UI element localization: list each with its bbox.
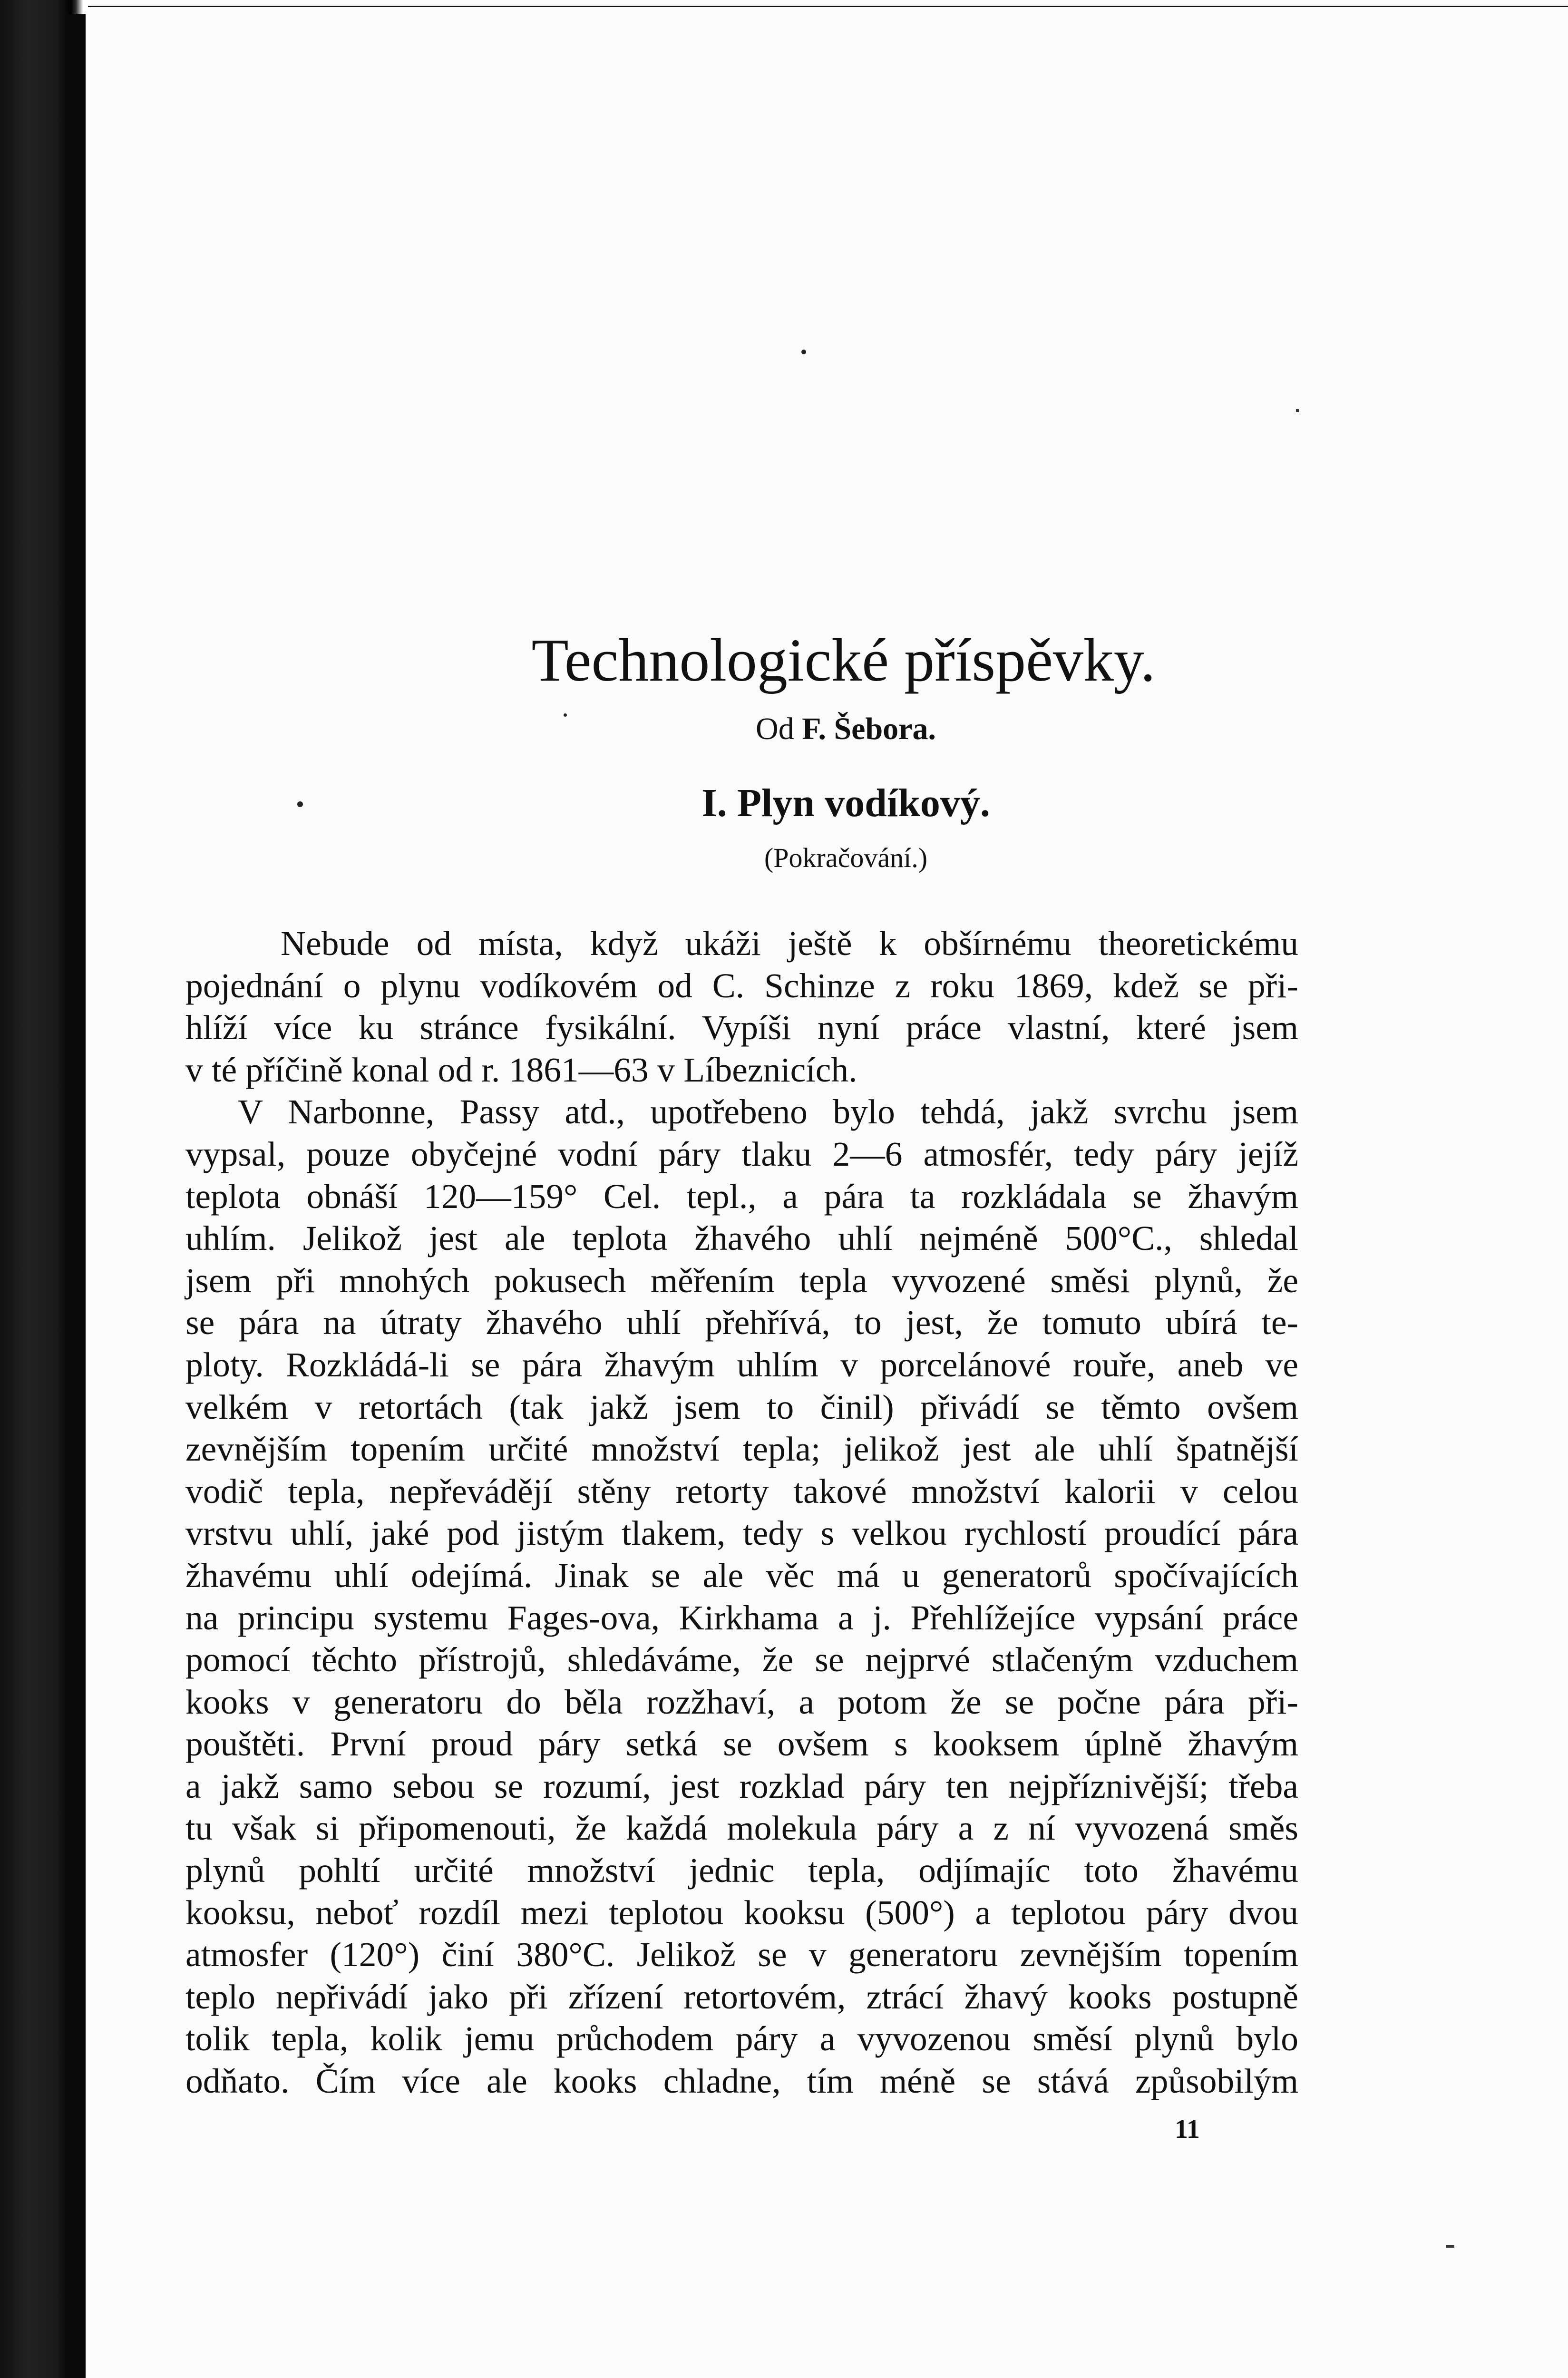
text-line: hlíží více ku stránce fysikální. Vypíši nyní práce vlastní, které jsem: [185, 1008, 1298, 1047]
stray-dot-mark: [801, 350, 806, 354]
text-line: V Narbonne, Passy atd., upotřebeno bylo tehdá, jakž svrchu jsem: [238, 1092, 1298, 1131]
printer-signature-mark: 11: [1175, 2115, 1200, 2144]
text-line: odňato. Čím více ale kooks chladne, tím méně se stává způsobilým: [185, 2062, 1298, 2101]
text-line: tu však si připomenouti, že každá molekula páry a z ní vyvozená směs: [185, 1809, 1298, 1848]
text-line: vodič tepla, nepřevádějí stěny retorty takové množství kalorii v celou: [185, 1472, 1298, 1511]
text-line: velkém v retortách (tak jakž jsem to činil) přivádí se těmto ovšem: [185, 1387, 1298, 1426]
text-line: pomocí těchto přístrojů, shledáváme, že se nejprvé stlačeným vzduchem: [185, 1640, 1298, 1679]
text-line: zevnějším topením určité množství tepla; jelikož jest ale uhlí špatnější: [185, 1430, 1298, 1469]
text-line: na principu systemu Fages-ova, Kirkhama a j. Přehlížejíce vypsání práce: [185, 1598, 1298, 1637]
text-line: žhavému uhlí odejímá. Jinak se ale věc má u generatorů spočívajících: [185, 1556, 1298, 1595]
scan-speck: [1296, 409, 1299, 412]
text-line: a jakž samo sebou se rozumí, jest rozklad páry ten nejpříznivější; třeba: [185, 1766, 1298, 1805]
byline-prefix: Od: [756, 711, 794, 746]
text-line: tolik tepla, kolik jemu průchodem páry a vyvozenou směsí plynů bylo: [185, 2019, 1298, 2058]
text-line: uhlím. Jelikož jest ale teplota žhavého uhlí nejméně 500°C., shledal: [185, 1219, 1298, 1258]
article-byline: [0, 711, 1568, 747]
text-line: teplo nepřivádí jako při zřízení retortovém, ztrácí žhavý kooks postupně: [185, 1977, 1298, 2016]
book-spine-edge: [67, 14, 86, 2378]
text-line: teplota obnáší 120—159° Cel. tepl., a pára ta rozkládala se žhavým: [185, 1177, 1298, 1216]
text-line: atmosfer (120°) činí 380°C. Jelikož se v generatoru zevnějším topením: [185, 1935, 1298, 1974]
text-line: pojednání o plynu vodíkovém od C. Schinze z roku 1869, kdež se při-: [185, 966, 1298, 1005]
text-line: v té příčině konal od r. 1861—63 v Líbeznicích.: [185, 1050, 857, 1089]
section-heading: I. Plyn vodíkový.: [701, 781, 990, 825]
text-line: pouštěti. První proud páry setká se ovšem s kooksem úplně žhavým: [185, 1725, 1298, 1764]
text-line: kooksu, neboť rozdíl mezi teplotou kooksu (500°) a teplotou páry dvou: [185, 1893, 1298, 1932]
text-line: vrstvu uhlí, jaké pod jistým tlakem, tedy s velkou rychlostí proudící pára: [185, 1514, 1298, 1553]
text-line: plynů pohltí určité množství jednic tepla, odjímajíc toto žhavému: [185, 1851, 1298, 1890]
continued-note: (Pokračování.): [764, 842, 928, 873]
text-line: ploty. Rozkládá-li se pára žhavým uhlím v porcelánové rouře, aneb ve: [185, 1345, 1298, 1384]
body-text: [185, 923, 1298, 2103]
text-line: Nebude od místa, když ukáži ještě k obšírnému theoretickému: [281, 924, 1298, 963]
stray-dot-mark: [564, 713, 567, 717]
article-title: Technologické příspěvky.: [531, 626, 1156, 694]
text-line: jsem při mnohých pokusech měřením tepla vyvozené směsi plynů, že: [185, 1261, 1298, 1300]
text-line: se pára na útraty žhavého uhlí přehřívá, to jest, že tomuto ubírá te-: [185, 1303, 1298, 1342]
byline-author: F. Šebora.: [802, 711, 936, 746]
scan-speck: [1446, 2245, 1454, 2248]
text-line: kooks v generatoru do běla rozžhaví, a potom že se počne pára při-: [185, 1682, 1298, 1721]
text-line: vypsal, pouze obyčejné vodní páry tlaku 2—6 atmosfér, tedy páry jejíž: [185, 1134, 1298, 1173]
